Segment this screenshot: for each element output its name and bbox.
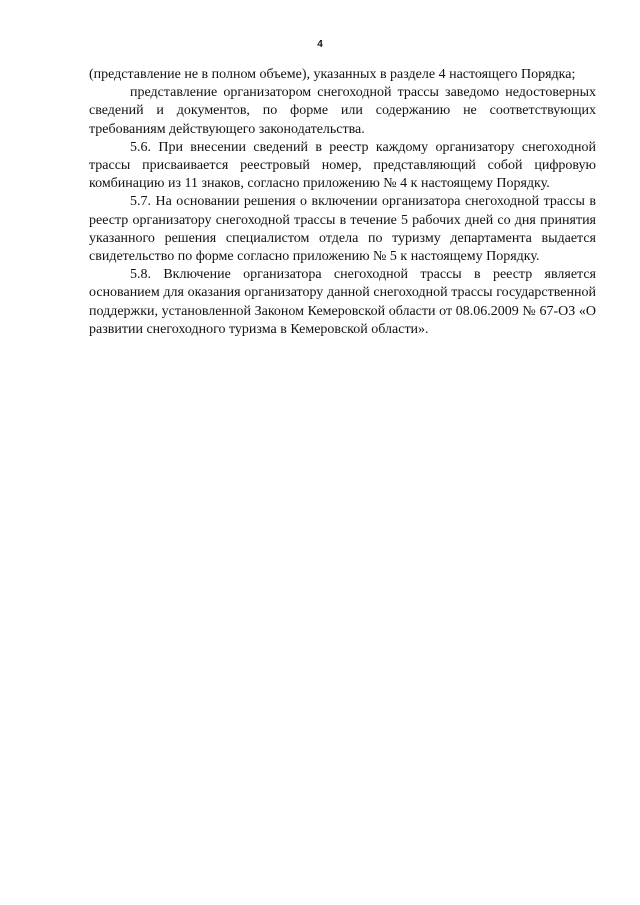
paragraph-false-information: представление организатором снегоходной трассы заведомо недостоверных сведений и документов, по форме или содержанию не соответствующих требованиям действующего законодательства.	[89, 85, 596, 137]
paragraph-continuation: (представление не в полном объеме), указанных в разделе 4 настоящего Порядка;	[89, 67, 576, 82]
paragraph-5-6: 5.6. При внесении сведений в реестр каждому организатору снегоходной трассы присваивается реестровый номер, представляющий собой цифровую комбинацию из 11 знаков, согласно приложению № 4 к настоящему Порядку.	[89, 139, 596, 192]
paragraph-5-7: 5.7. На основании решения о включении организатора снегоходной трассы в реестр организатору снегоходной трассы в течение 5 рабочих дней со дня принятия указанного решения специалистом отдела по туризму департамента выдается свидетельство по форме согласно приложению № 5 к настоящему Порядку.	[89, 194, 596, 265]
page-number: 4	[317, 39, 323, 50]
document-body	[89, 66, 596, 339]
paragraph-5-8: 5.8. Включение организатора снегоходной трассы в реестр является основанием для оказания организатору данной снегоходной трассы государственной поддержки, установленной Законом Кемеровской области от 08.06.2009 № 67-ОЗ «О развитии снегоходного туризма в Кемеровской области».	[89, 267, 596, 337]
